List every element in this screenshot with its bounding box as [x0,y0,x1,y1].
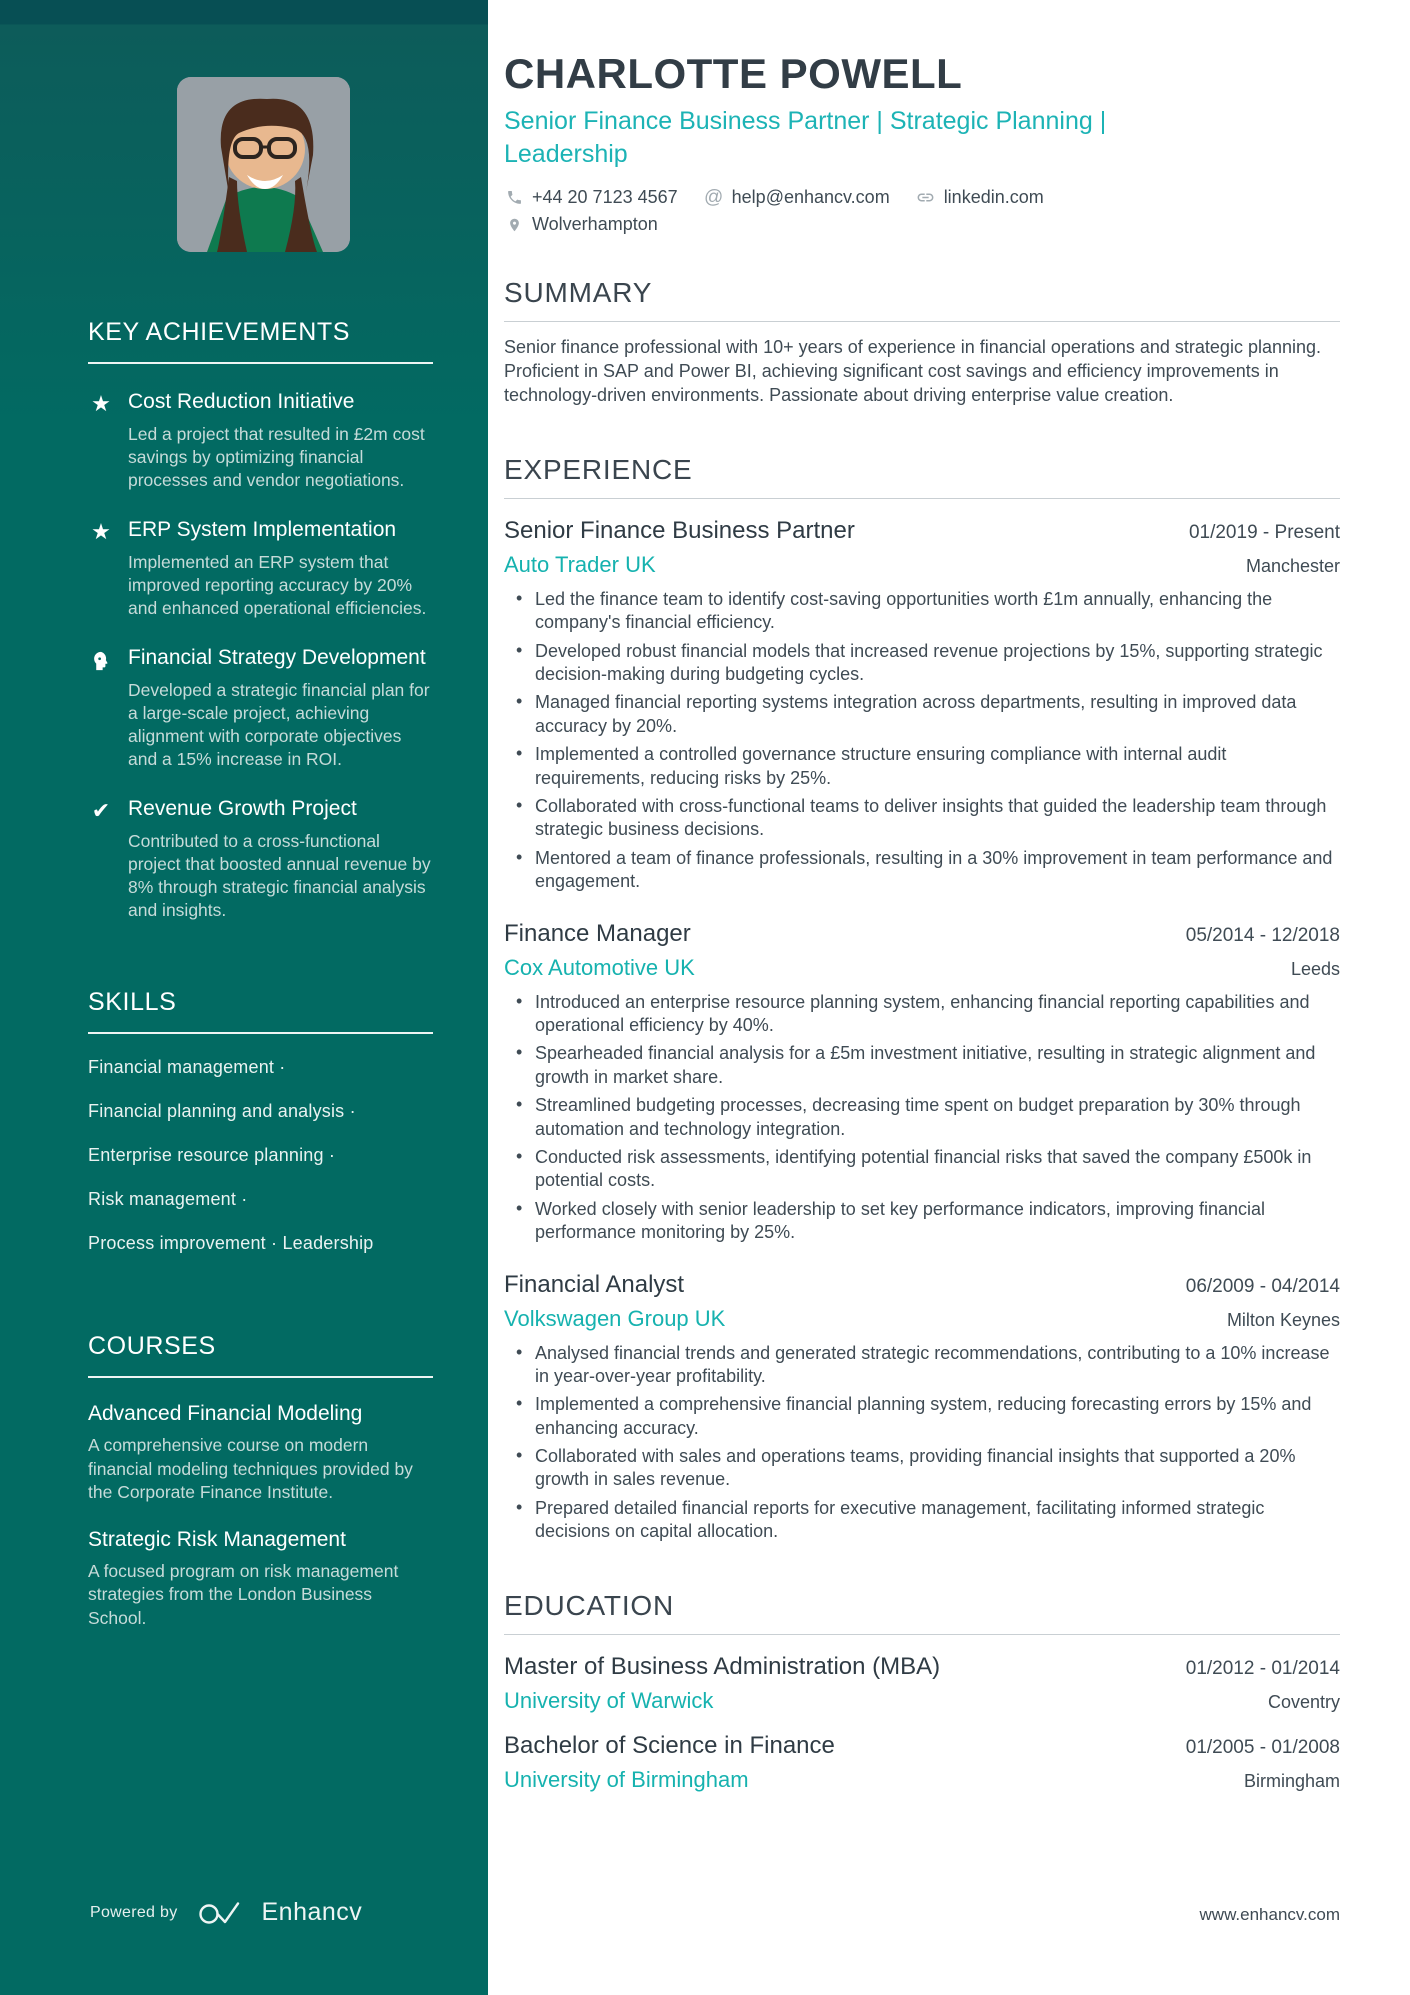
achievement-description: Led a project that resulted in £2m cost savings by optimizing financial processes and vendor negotiations. [128,423,425,490]
job-location: Leeds [1290,958,1340,979]
education-heading: EDUCATION [504,1589,675,1621]
job-bullet: • Analysed financial trends and generated strategic recommendations, contributing to a 10% increase in year-over-year profitability. [504,1342,1340,1389]
education-entry [504,1732,1340,1793]
job-bullets [504,991,1340,1245]
phone-number: +44 20 7123 4567 [532,187,678,208]
course-title: Strategic Risk Management [88,1528,346,1552]
job-bullet: • Collaborated with cross-functional teams to deliver insights that guided the leadership team through strategic business decisions. [504,795,1340,842]
school-name[interactable]: University of Birmingham [504,1766,749,1792]
email-address: help@enhancv.com [731,187,890,208]
achievement-title: ERP System Implementation [128,518,397,542]
education-section [504,1590,1340,1793]
education-dates: 01/2005 - 01/2008 [1185,1736,1340,1758]
job-company[interactable]: Auto Trader UK [504,551,656,577]
achievement-description: Contributed to a cross-functional project that boosted annual revenue by 8% through strategic financial analysis and insights. [128,831,431,921]
key-achievements-divider [88,362,433,364]
achievement-item [88,797,433,922]
head-icon [88,646,114,771]
linkedin-url: linkedin.com [943,187,1044,208]
contact-info [504,187,1340,235]
achievement-title: Cost Reduction Initiative [128,390,355,413]
job-title: Financial Analyst [504,1270,685,1298]
job-location: Milton Keynes [1226,1309,1340,1330]
main-column [488,0,1410,1995]
achievement-description: Developed a strategic financial plan for a large-scale project, achieving alignment with corporate objectives and a 15% increase in ROI. [128,679,430,770]
skill-item: Process improvement · Leadership [88,1233,374,1254]
job-bullet: • Spearheaded financial analysis for a £5m investment initiative, resulting in strategic alignment and growth in market share. [504,1042,1340,1089]
experience-heading: EXPERIENCE [504,453,693,485]
job-title: Finance Manager [504,919,691,947]
education-dates: 01/2012 - 01/2014 [1185,1657,1340,1679]
job-dates: 06/2009 - 04/2014 [1185,1275,1340,1297]
achievement-title: Revenue Growth Project [128,797,357,821]
website-url[interactable]: www.enhancv.com [1199,1905,1340,1924]
job-bullet: • Managed financial reporting systems integration across departments, resulting in improved data accuracy by 20%. [504,691,1340,738]
degree-title: Master of Business Administration (MBA) [504,1652,941,1680]
summary-divider [504,321,1340,322]
job-bullet: • Mentored a team of finance professionals, resulting in a 30% improvement in team performance and engagement. [504,847,1340,894]
link-icon [916,188,936,208]
skills-divider [88,1032,433,1034]
linkedin-contact[interactable] [916,187,1044,208]
school-name[interactable]: University of Warwick [504,1687,714,1713]
star-icon: ★ [91,519,111,545]
achievement-description: Implemented an ERP system that improved reporting accuracy by 20% and enhanced operational efficiencies. [128,551,427,618]
sidebar [0,0,488,1995]
degree-title: Bachelor of Science in Finance [504,1731,835,1759]
job-bullet: • Implemented a comprehensive financial planning system, reducing forecasting errors by 15% and enhancing accuracy. [504,1393,1340,1440]
key-achievements-heading: KEY ACHIEVEMENTS [88,318,350,346]
experience-section [504,454,1340,1544]
phone-icon [504,188,524,208]
job-bullet: • Streamlined budgeting processes, decreasing time spent on budget preparation by 30% through automation and technology integration. [504,1094,1340,1141]
profile-photo [177,77,350,252]
skill-item: Risk management · [88,1189,248,1210]
job-bullet: • Implemented a controlled governance structure ensuring compliance with internal audit requirements, reducing risks by 25%. [504,743,1340,790]
achievement-item [88,390,433,492]
candidate-headline: Senior Finance Business Partner | Strategic Planning | Leadership [504,107,1107,168]
achievement-item [88,646,433,771]
course-description: A focused program on risk management strategies from the London Business School. [88,1561,399,1628]
job-company[interactable]: Cox Automotive UK [504,954,695,980]
course-description: A comprehensive course on modern financial modeling techniques provided by the Corporate Finance Institute. [88,1435,413,1502]
education-location: Coventry [1267,1691,1340,1712]
job-bullets [504,588,1340,894]
pin-icon [504,215,524,235]
job-location: Manchester [1245,555,1340,576]
job-company[interactable]: Volkswagen Group UK [504,1305,726,1331]
job-bullet: • Collaborated with sales and operations teams, providing financial insights that supported a 20% growth in sales revenue. [504,1445,1340,1492]
skill-item: Financial management · [88,1057,286,1078]
achievement-title: Financial Strategy Development [128,646,426,670]
powered-by-label: Powered by [90,1903,178,1921]
star-icon: ★ [91,391,111,416]
job-bullet: • Led the finance team to identify cost-saving opportunities worth £1m annually, enhancing the company's financial efficiency. [504,588,1340,635]
job-bullet: • Conducted risk assessments, identifying potential financial risks that saved the company £500k in potential costs. [504,1146,1340,1193]
job-bullet: • Developed robust financial models that increased revenue projections by 15%, supporting strategic decision-making during budgeting cycles. [504,640,1340,687]
candidate-name: CHARLOTTE POWELL [504,50,963,97]
summary-section [504,277,1340,408]
achievement-item [88,518,433,620]
job-bullet: • Worked closely with senior leadership to set key performance indicators, improving financial performance monitoring by 25%. [504,1198,1340,1245]
job-dates: 01/2019 - Present [1188,521,1340,543]
at-icon: @ [704,186,724,208]
enhancv-wordmark[interactable]: Enhancv [261,1898,363,1926]
phone-contact[interactable] [504,187,678,208]
summary-heading: SUMMARY [504,277,653,309]
job-dates: 05/2014 - 12/2018 [1185,924,1340,946]
location-contact [504,214,658,235]
profile-photo-illustration [177,77,350,252]
job-title: Senior Finance Business Partner [504,516,855,544]
education-entry [504,1653,1340,1714]
experience-divider [504,498,1340,499]
skill-item: Enterprise resource planning · [88,1145,336,1166]
courses-heading: COURSES [88,1332,216,1361]
email-contact[interactable] [704,187,890,208]
skills-heading: SKILLS [88,988,177,1017]
education-divider [504,1634,1340,1635]
course-item [88,1528,433,1630]
course-title: Advanced Financial Modeling [88,1402,363,1426]
check-icon: ✔ [91,798,111,824]
job-entry [504,920,1340,1245]
job-bullets [504,1342,1340,1544]
location-text: Wolverhampton [532,214,658,235]
courses-divider [88,1376,433,1378]
job-bullet: • Introduced an enterprise resource planning system, enhancing financial reporting capabilities and operational efficiency by 40%. [504,991,1340,1038]
enhancv-logo-icon[interactable] [198,1900,242,1926]
job-bullet: • Prepared detailed financial reports for executive management, facilitating informed strategic decisions on capital allocation. [504,1497,1340,1544]
powered-by-footer [90,1898,362,1927]
job-entry [504,1271,1340,1544]
job-entry [504,517,1340,894]
summary-text: Senior finance professional with 10+ years of experience in financial operations and strategic planning. Proficient in SAP and Power BI, achieving significant cost savings and efficiency improvements in technology-driven environments. Passionate about driving enterprise value creation. [504,337,1322,405]
skill-item: Financial planning and analysis · [88,1101,356,1122]
education-location: Birmingham [1243,1770,1340,1791]
course-item [88,1402,433,1504]
